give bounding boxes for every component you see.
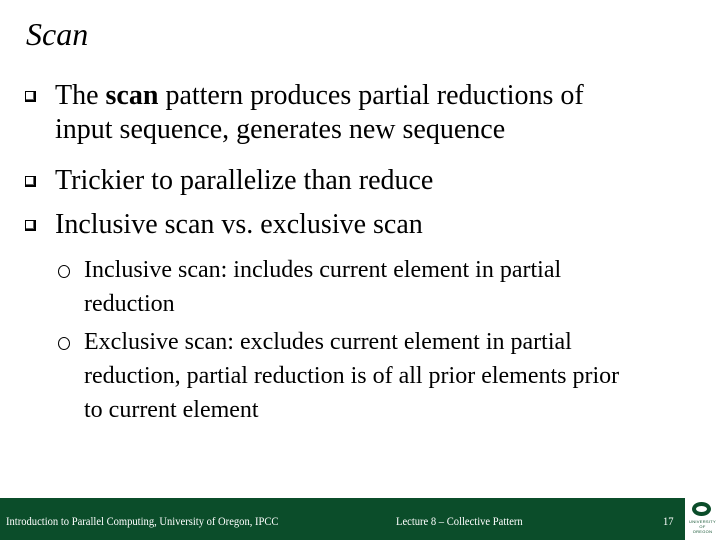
bold-term: scan [105,80,159,111]
logo-wordmark: UNIVERSITY OF OREGON [689,519,717,534]
subbullet-line: Inclusive scan: includes current element in partial [84,257,562,283]
checkbox-bullet-icon [25,208,39,242]
subbullet-line: to current element [84,397,259,423]
university-logo [685,498,720,540]
footer-course: Introduction to Parallel Computing, University of Oregon, IPCC [6,514,279,528]
bullet-trickier [55,164,695,198]
slide-title: Scan [26,16,89,52]
bullet-inclusive-vs-exclusive [55,208,695,242]
page-number: 17 [663,514,674,528]
subbullet-line: reduction, partial reduction is of all prior elements prior [84,363,620,389]
subbullet-inclusive [84,253,714,321]
bullet-scan-definition [55,79,695,147]
checkbox-bullet-icon [25,79,39,113]
bullet-line: Inclusive scan vs. exclusive scan [55,209,423,240]
subbullet-line: Exclusive scan: excludes current element in partial [84,329,572,355]
bullet-line: Trickier to parallelize than reduce [55,165,434,196]
subbullet-exclusive [84,325,714,427]
subbullet-line: reduction [84,291,175,317]
circle-bullet-icon [58,337,70,350]
bullet-line: The scan pattern produces partial reductions of [55,80,584,111]
circle-bullet-icon [58,265,70,278]
footer-bar [0,498,720,540]
checkbox-bullet-icon [25,164,39,198]
o-logo-icon [692,502,711,516]
footer-lecture: Lecture 8 – Collective Pattern [396,514,523,528]
bullet-line: input sequence, generates new sequence [55,114,506,145]
